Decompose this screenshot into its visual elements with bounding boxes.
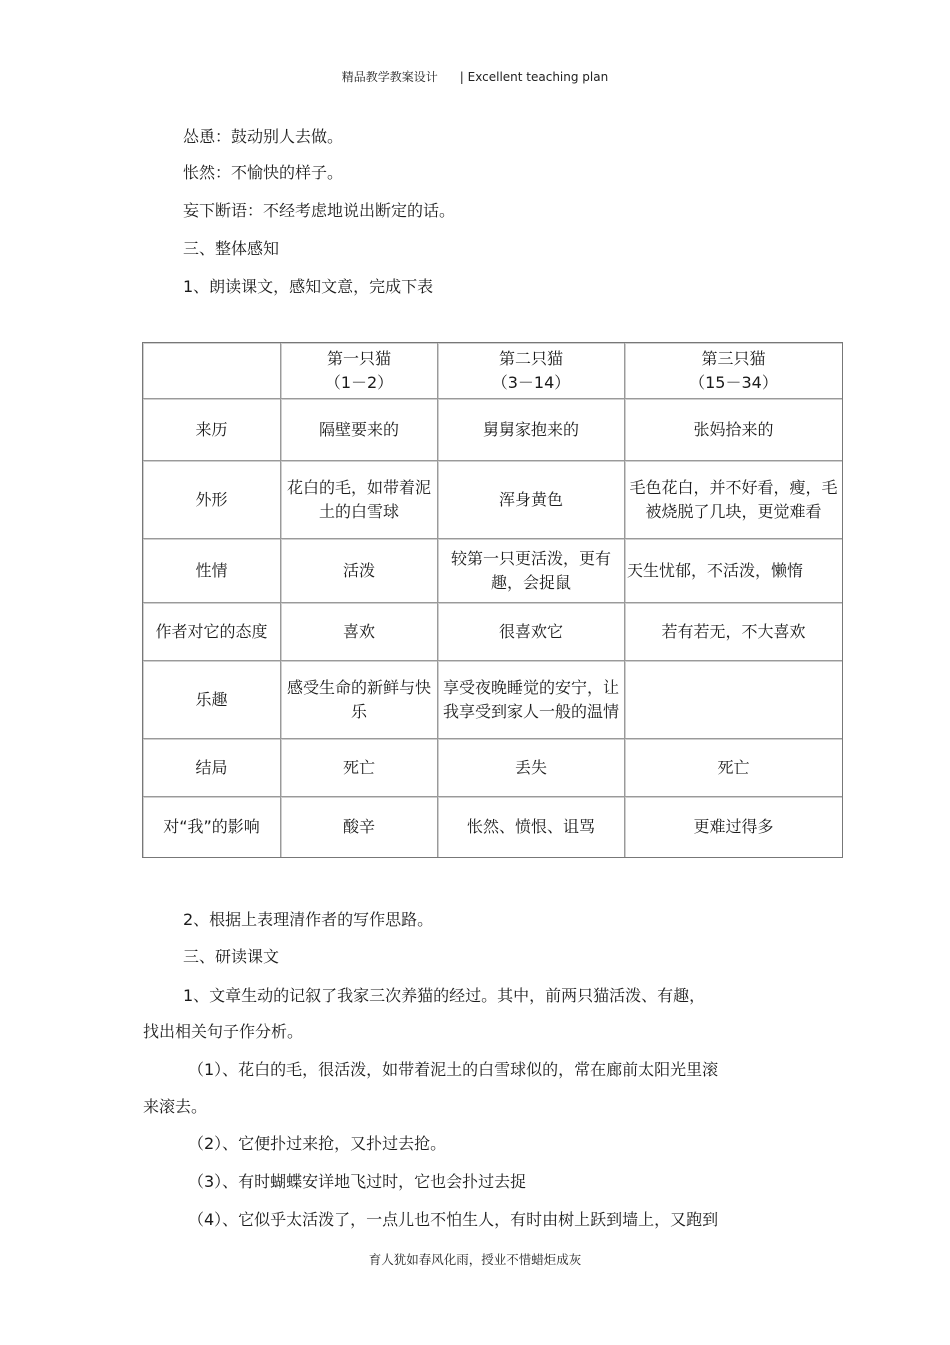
instruction-line: 1、朗读课文，感知文意，完成下表	[183, 277, 434, 296]
header-cell-range: （15－34）	[689, 372, 778, 392]
header-cell-range: （3－14）	[491, 372, 571, 392]
table-header-row	[143, 343, 842, 399]
table-cell: 活泼	[281, 539, 438, 603]
section-heading: 三、整体感知	[183, 239, 280, 258]
table-header-cell	[625, 343, 842, 399]
table-row	[143, 539, 842, 603]
table-cell: 酸辛	[281, 797, 438, 857]
table-corner-cell	[143, 343, 281, 399]
table-cell: 怅然、愤恨、诅骂	[438, 797, 625, 857]
table-cell: 隔壁要来的	[281, 399, 438, 461]
table-cell: 张妈拾来的	[625, 399, 842, 461]
instruction-line: 2、根据上表理清作者的写作思路。	[183, 910, 434, 929]
table-cell: 浑身黄色	[438, 461, 625, 539]
table-cell: 喜欢	[281, 603, 438, 661]
table-cell: 舅舅家抱来的	[438, 399, 625, 461]
paragraph-line: 1、文章生动的记叙了我家三次养猫的经过。其中，前两只猫活泼、有趣，	[183, 986, 706, 1005]
quote-line: （4）、它似乎太活泼了，一点儿也不怕生人，有时由树上跃到墙上，又跑到	[188, 1210, 719, 1229]
table-header-cell	[438, 343, 625, 399]
header-cell-range: （1－2）	[324, 372, 394, 392]
table-cell: 较第一只更活泼，更有趣，会捉鼠	[438, 539, 625, 603]
table-cell: 感受生命的新鲜与快乐	[281, 661, 438, 739]
definition-line: 怅然：不愉快的样子。	[183, 163, 344, 182]
quote-line: （1）、花白的毛，很活泼，如带着泥土的白雪球似的，常在廊前太阳光里滚	[188, 1060, 719, 1079]
table-row	[143, 603, 842, 661]
table-row	[143, 461, 842, 539]
header-cell-title: 第二只猫	[498, 348, 563, 368]
row-label-cell: 外形	[143, 461, 281, 539]
row-label-cell: 作者对它的态度	[143, 603, 281, 661]
table-header-cell	[281, 343, 438, 399]
header-title-cn: 精品教学教案设计	[341, 70, 438, 84]
paragraph-line: 找出相关句子作分析。	[143, 1022, 304, 1041]
page-footer: 育人犹如春风化雨，授业不惜蜡炬成灰	[368, 1252, 582, 1267]
table-cell: 更难过得多	[625, 797, 842, 857]
header-cell-title: 第三只猫	[701, 348, 766, 368]
table-cell: 天生忧郁，不活泼，懒惰	[625, 539, 842, 603]
table-cell: 享受夜晚睡觉的安宁，让我享受到家人一般的温情	[438, 661, 625, 739]
row-label-cell: 对“我”的影响	[143, 797, 281, 857]
table-cell: 很喜欢它	[438, 603, 625, 661]
row-label-cell: 性情	[143, 539, 281, 603]
quote-line: （2）、它便扑过来抢，又扑过去抢。	[188, 1134, 447, 1153]
table-cell: 死亡	[281, 739, 438, 797]
table-cell: 丢失	[438, 739, 625, 797]
header-title-en: | Excellent teaching plan	[459, 70, 609, 84]
row-label-cell: 来历	[143, 399, 281, 461]
table-cell: 死亡	[625, 739, 842, 797]
table-cell: 毛色花白，并不好看，瘦，毛被烧脱了几块，更觉难看	[625, 461, 842, 539]
cat-comparison-table	[142, 342, 843, 858]
quote-line: 来滚去。	[143, 1097, 208, 1116]
definition-line: 妄下断语：不经考虑地说出断定的话。	[183, 201, 456, 220]
row-label-cell: 乐趣	[143, 661, 281, 739]
table-cell: 若有若无，不大喜欢	[625, 603, 842, 661]
table-row	[143, 399, 842, 461]
table-row	[143, 739, 842, 797]
table-row	[143, 797, 842, 857]
table-cell	[625, 661, 842, 739]
header-cell-title: 第一只猫	[326, 348, 391, 368]
table-cell: 花白的毛，如带着泥土的白雪球	[281, 461, 438, 539]
page-header	[0, 68, 950, 85]
section-heading: 三、研读课文	[183, 947, 280, 966]
row-label-cell: 结局	[143, 739, 281, 797]
definition-line: 怂恿：鼓动别人去做。	[183, 127, 344, 146]
quote-line: （3）、有时蝴蝶安详地飞过时，它也会扑过去捉	[188, 1172, 527, 1191]
table-row	[143, 661, 842, 739]
